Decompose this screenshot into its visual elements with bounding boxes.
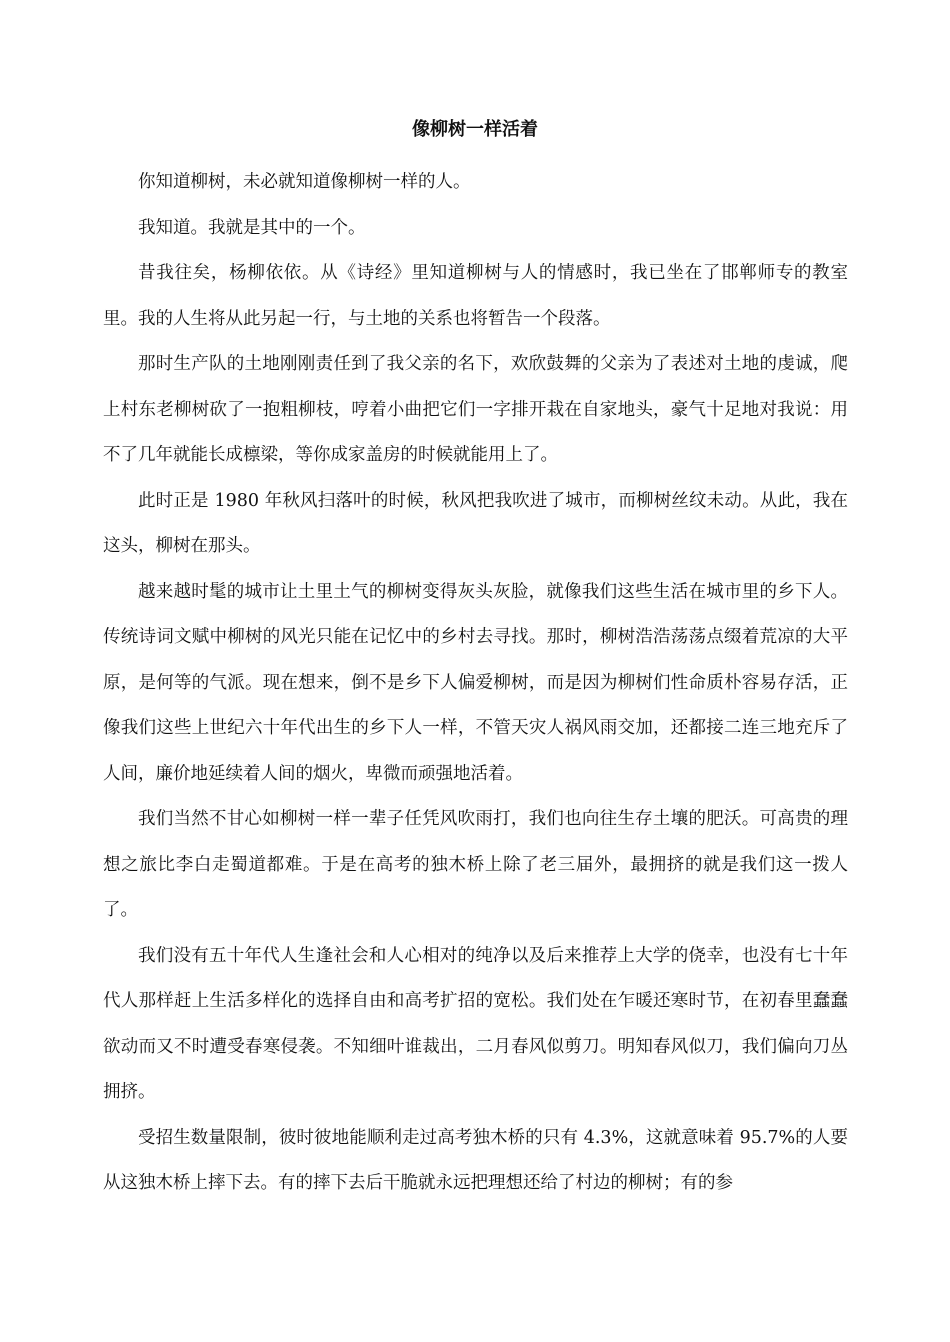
paragraph: 你知道柳树，未必就知道像柳树一样的人。 xyxy=(138,172,471,192)
paragraph: 我们当然不甘心如柳树一样一辈子任凭风吹雨打，我们也向往生存土壤的肥沃。可高贵的理想之旅比李白走蜀道都难。于是在高考的独木桥上除了老三届外，最拥挤的就是我们这一拨人了。 xyxy=(103,809,848,920)
paragraph: 我知道。我就是其中的一个。 xyxy=(138,217,366,238)
paragraph: 此时正是 1980 年秋风扫落叶的时候，秋风把我吹进了城市，而柳树丝纹未动。从此，我在这头，柳树在那头。 xyxy=(103,490,848,556)
document-title: 像柳树一样活着 xyxy=(412,119,538,140)
paragraph: 我们没有五十年代人生逢社会和人心相对的纯净以及后来推荐上大学的侥幸，也没有七十年代人那样赶上生活多样化的选择自由和高考扩招的宽松。我们处在乍暖还寒时节，在初春里蠢蠢欲动而又不时遭受春寒侵袭。不知细叶谁裁出，二月春风似剪刀。明知春风似刀，我们偏向刀丛拥挤。 xyxy=(103,945,848,1102)
paragraph: 受招生数量限制，彼时彼地能顺利走过高考独木桥的只有 4.3%，这就意味着 95.7%的人要从这独木桥上摔下去。有的摔下去后干脆就永远把理想还给了村边的柳树；有的参 xyxy=(103,1127,848,1193)
paragraph: 那时生产队的土地刚刚责任到了我父亲的名下，欢欣鼓舞的父亲为了表述对土地的虔诚，爬上村东老柳树砍了一抱粗柳枝，哼着小曲把它们一字排开栽在自家地头，豪气十足地对我说：用不了几年就能长成檩梁，等你成家盖房的时候就能用上了。 xyxy=(103,354,848,465)
paragraph: 昔我往矣，杨柳依依。从《诗经》里知道柳树与人的情感时，我已坐在了邯郸师专的教室里。我的人生将从此另起一行，与土地的关系也将暂告一个段落。 xyxy=(103,263,848,329)
document-body xyxy=(103,160,848,1207)
paragraph: 越来越时髦的城市让土里土气的柳树变得灰头灰脸，就像我们这些生活在城市里的乡下人。传统诗词文赋中柳树的风光只能在记忆中的乡村去寻找。那时，柳树浩浩荡荡点缀着荒凉的大平原，是何等的气派。现在想来，倒不是乡下人偏爱柳树，而是因为柳树们性命质朴容易存活，正像我们这些上世纪六十年代出生的乡下人一样，不管天灾人祸风雨交加，还都接二连三地充斥了人间，廉价地延续着人间的烟火，卑微而顽强地活着。 xyxy=(103,581,848,784)
